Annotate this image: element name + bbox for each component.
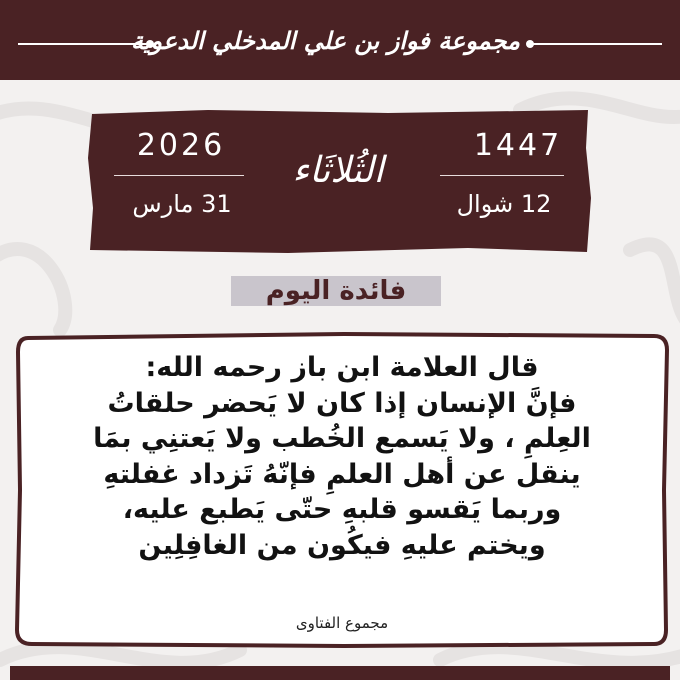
section-label: فائدة اليوم xyxy=(231,276,441,306)
quote-line: فإنَّ الإنسان إذا كان لا يَحضر حلقاتُ xyxy=(107,387,577,419)
gregorian-day-month: 31 مارس xyxy=(132,190,232,218)
quote-line: ينقل عن أهل العلمِ فإنّهُ تَزداد غفلتهِ xyxy=(103,458,581,490)
date-panel xyxy=(88,108,592,254)
hijri-divider xyxy=(440,175,564,176)
quote-card xyxy=(14,330,670,650)
gregorian-divider xyxy=(114,175,244,176)
header-title: مجموعة فواز بن علي المدخلي الدعوية xyxy=(130,27,520,55)
quote-line: وربما يَقسو قلبهِ حتّى يَطبع عليه، xyxy=(122,494,562,525)
quote-line: ويختم عليهِ فيكُون من الغافِلِين xyxy=(138,529,546,561)
header-divider-left xyxy=(18,43,148,45)
header-bar xyxy=(0,0,680,80)
quote-line: العِلمِ ، ولا يَسمع الخُطب ولا يَعتنِي بمَا xyxy=(93,423,591,454)
footer-bar xyxy=(10,666,670,680)
hijri-day-month: 12 شوال xyxy=(456,190,552,218)
quote-source: مجموع الفتاوى xyxy=(295,614,389,632)
gregorian-year: 2026 xyxy=(136,128,226,163)
quote-line: قال العلامة ابن باز رحمه الله: xyxy=(145,352,539,383)
hijri-year: 1447 xyxy=(473,128,563,163)
weekday-label: الثُلاثَاء xyxy=(292,150,384,191)
header-divider-right xyxy=(530,43,662,45)
quote-text xyxy=(50,350,634,563)
